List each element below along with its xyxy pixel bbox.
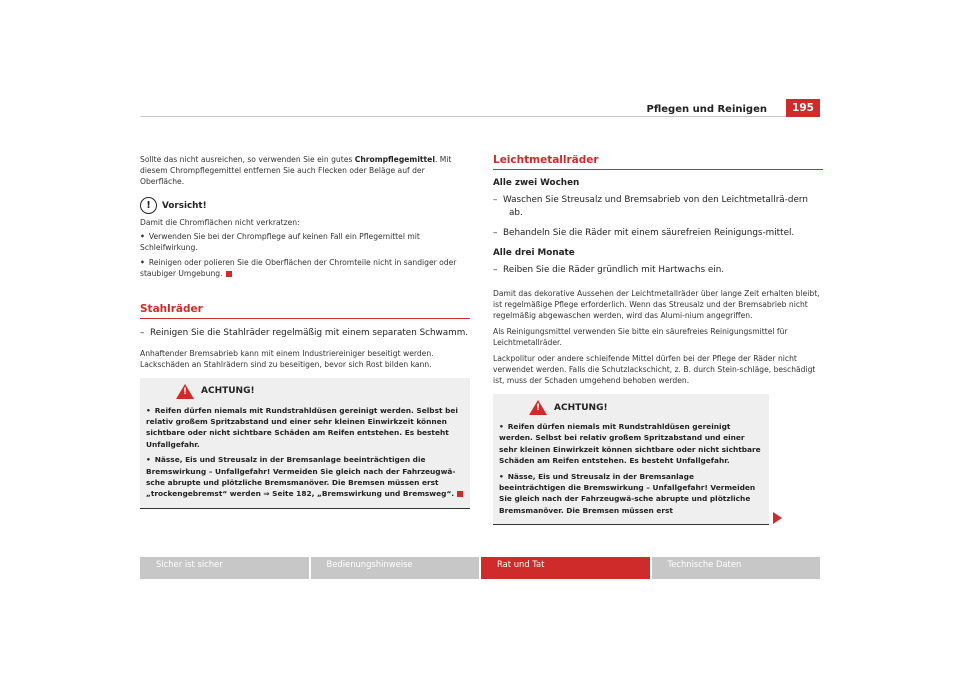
warning-box	[493, 394, 769, 525]
continue-arrow-icon[interactable]	[773, 512, 782, 524]
section-end-icon	[226, 271, 232, 277]
warning-triangle-icon: !	[176, 384, 194, 399]
tab-rat-und-tat[interactable]: Rat und Tat	[481, 557, 650, 579]
bullet-icon: •	[499, 471, 504, 481]
caution-icon: !	[140, 197, 157, 214]
warning-item: • Nässe, Eis und Streusalz in der Bremsanlage beeinträchtigen die Bremswirkung – Unfallgefahr! Vermeiden Sie gleich nach der Fahrzeugwä-sche abrupte und plötzliche Bremsmanöver. Die Bremsen müssen erst „trockengebremst“ werden ⇒ Seite 182, „Bremswirkung und Bremsweg“.	[146, 454, 464, 500]
warning-item: • Nässe, Eis und Streusalz in der Bremsanlage beeinträchtigen die Bremswirkung – Unfallgefahr! Vermeiden Sie gleich nach der Fahrzeugwä-sche abrupte und plötzliche Bremsmanöver. Die Bremsen müssen erst	[499, 471, 756, 515]
caution-heading: ! Vorsicht!	[140, 197, 470, 214]
warning-box	[140, 378, 470, 509]
warning-item: • Reifen dürfen niemals mit Rundstrahldüsen gereinigt werden. Selbst bei relativ großem Spritzabstand und einer sehr kleinen Einwirkzeit können sichtbare oder nicht sichtbare Schäden am Reifen entstehen. Es besteht Unfallgefahr.	[499, 422, 761, 466]
warning-heading: ! ACHTUNG!	[146, 384, 464, 399]
instruction-step: – Reiben Sie die Räder gründlich mit Hartwachs ein.	[493, 264, 725, 275]
bullet-icon: •	[140, 258, 145, 267]
page-title: Pflegen und Reinigen	[646, 104, 767, 115]
warning-item: • Reifen dürfen niemals mit Rundstrahldüsen gereinigt werden. Selbst bei relativ großem Spritzabstand und einer sehr kleinen Einwirkzeit können sichtbare oder nicht sichtbare Schäden am Reifen entstehen. Es besteht Unfallgefahr.	[146, 405, 458, 449]
body-paragraph: Als Reinigungsmittel verwenden Sie bitte ein säurefreies Reinigungsmittel für Leichtmetallräder.	[493, 327, 788, 347]
tab-sicher-ist-sicher[interactable]: Sicher ist sicher	[140, 557, 309, 579]
body-paragraph: Lackpolitur oder andere schleifende Mittel dürfen bei der Pflege der Räder nicht verwendet werden. Falls die Schutzlackschicht, z. B. durch Stein-schläge, beschädigt ist, muss der Schaden umgehend behoben werden.	[493, 354, 816, 385]
note-paragraph: Anhaftender Bremsabrieb kann mit einem Industriereiniger beseitigt werden. Lackschäden an Stahlrädern sind zu beseitigen, bevor sich Rost bilden kann.	[140, 348, 434, 369]
section-title-stahlraeder: Stahlräder	[140, 303, 470, 319]
section-end-icon	[457, 491, 463, 497]
footer-nav	[140, 557, 820, 579]
tab-bedienungshinweise[interactable]: Bedienungshinweise	[311, 557, 480, 579]
caution-item: • Reinigen oder polieren Sie die Oberflächen der Chromteile nicht in sandiger oder staubiger Umgebung.	[140, 258, 457, 278]
header-rule	[140, 116, 820, 117]
instruction-step: – Waschen Sie Streusalz und Bremsabrieb von den Leichtmetallrä-dern ab.	[493, 195, 808, 218]
warning-heading: ! ACHTUNG!	[499, 400, 763, 415]
section-title-leichtmetallraeder: Leichtmetallräder	[493, 154, 823, 170]
caution-item: • Verwenden Sie bei der Chrompflege auf keinen Fall ein Pflegemittel mit Schleifwirkung.	[140, 232, 420, 252]
chrompflegemittel-term: Chrompflegemittel	[354, 155, 435, 164]
caution-intro: Damit die Chromflächen nicht verkratzen:	[140, 218, 300, 227]
page-number: 195	[786, 99, 820, 117]
tab-technische-daten[interactable]: Technische Daten	[652, 557, 821, 579]
subheading-two-weeks: Alle zwei Wochen	[493, 178, 580, 188]
subheading-three-months: Alle drei Monate	[493, 247, 575, 258]
body-paragraph: Damit das dekorative Aussehen der Leichtmetallräder über lange Zeit erhalten bleibt, ist regelmäßige Pflege erforderlich. Wenn das Streusalz und der Bremsabrieb nicht regelmäßig abgewaschen werden, wird das Alumi-nium angegriffen.	[493, 289, 820, 320]
bullet-icon: •	[140, 232, 145, 241]
bullet-icon: •	[146, 455, 151, 465]
bullet-icon: •	[146, 405, 151, 415]
left-column	[140, 154, 470, 509]
warning-triangle-icon: !	[529, 400, 547, 415]
bullet-icon: •	[499, 422, 504, 431]
intro-paragraph: Sollte das nicht ausreichen, so verwenden Sie ein gutes Chrompflegemittel. Mit diesem Chrompflegemittel entfernen Sie auch Flecken oder Beläge auf der Oberfläche.	[140, 155, 452, 186]
instruction-step: – Behandeln Sie die Räder mit einem säurefreien Reinigungs-mittel.	[493, 228, 795, 238]
right-column	[493, 154, 823, 525]
instruction-step: – Reinigen Sie die Stahlräder regelmäßig mit einem separaten Schwamm.	[140, 328, 469, 338]
